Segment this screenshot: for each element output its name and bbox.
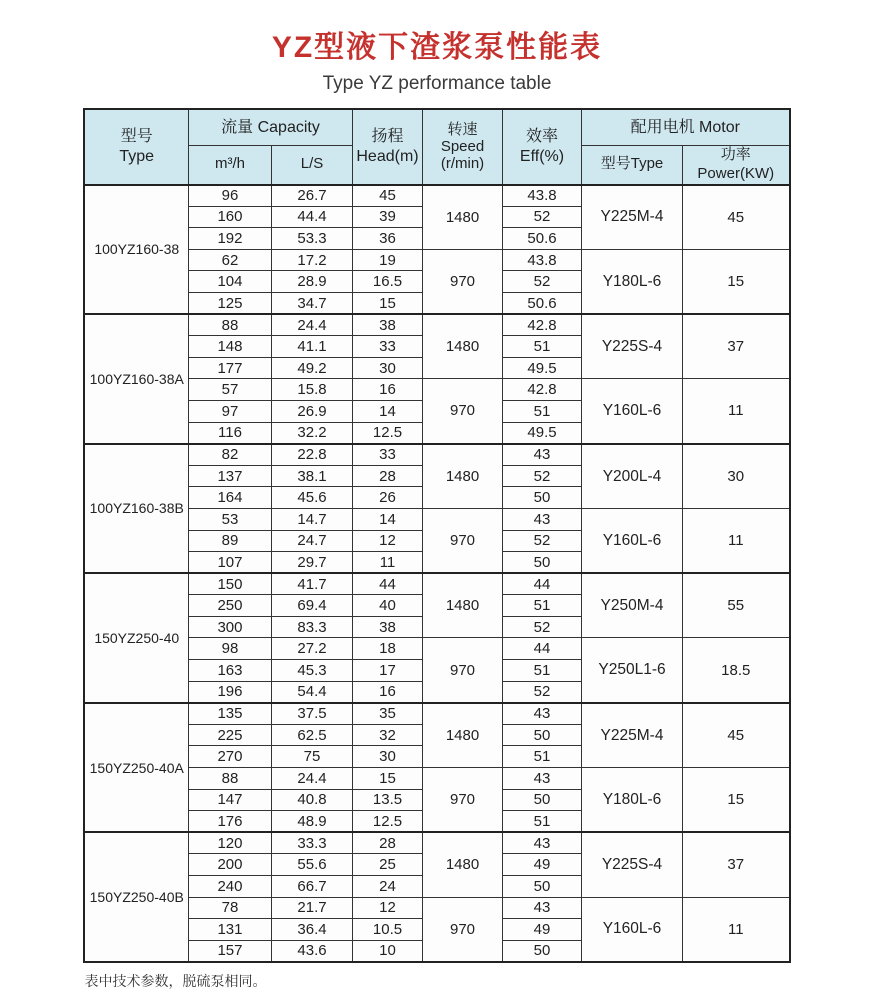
flow-ls-cell: 28.9 xyxy=(271,271,352,293)
flow-ls-cell: 53.3 xyxy=(271,228,352,250)
header-eff xyxy=(503,109,582,185)
motor-type-cell: Y200L-4 xyxy=(582,444,683,509)
motor-power-cell: 45 xyxy=(683,703,790,768)
table-row xyxy=(84,314,789,336)
speed-cell: 1480 xyxy=(423,832,503,897)
flow-m3h-cell: 98 xyxy=(188,638,271,660)
head-cell: 14 xyxy=(353,508,423,530)
header-capacity-m3h: m³/h xyxy=(188,146,271,185)
head-cell: 44 xyxy=(353,573,423,595)
motor-type-cell: Y180L-6 xyxy=(582,249,683,314)
flow-m3h-cell: 88 xyxy=(188,314,271,336)
flow-ls-cell: 45.6 xyxy=(271,487,352,509)
header-motor-type: 型号Type xyxy=(582,146,683,185)
eff-cell: 51 xyxy=(503,660,582,682)
speed-cell: 970 xyxy=(423,379,503,444)
flow-m3h-cell: 200 xyxy=(188,854,271,876)
head-cell: 36 xyxy=(353,228,423,250)
flow-ls-cell: 55.6 xyxy=(271,854,352,876)
speed-cell: 1480 xyxy=(423,185,503,250)
head-cell: 39 xyxy=(353,206,423,228)
table-row xyxy=(84,249,789,271)
table-row xyxy=(84,444,789,466)
head-cell: 16.5 xyxy=(353,271,423,293)
header-eff-cn: 效率 xyxy=(525,127,558,145)
model-cell: 100YZ160-38B xyxy=(84,444,188,574)
performance-table xyxy=(83,108,790,963)
head-cell: 12 xyxy=(353,897,423,919)
eff-cell: 43 xyxy=(503,508,582,530)
table-row xyxy=(84,768,789,790)
flow-ls-cell: 21.7 xyxy=(271,897,352,919)
head-cell: 28 xyxy=(353,832,423,854)
head-cell: 10 xyxy=(353,940,423,962)
flow-m3h-cell: 177 xyxy=(188,357,271,379)
flow-m3h-cell: 116 xyxy=(188,422,271,444)
eff-cell: 49.5 xyxy=(503,422,582,444)
head-cell: 16 xyxy=(353,681,423,703)
head-cell: 35 xyxy=(353,703,423,725)
flow-m3h-cell: 62 xyxy=(188,249,271,271)
speed-cell: 1480 xyxy=(423,703,503,768)
flow-m3h-cell: 270 xyxy=(188,746,271,768)
eff-cell: 50 xyxy=(503,552,582,574)
flow-m3h-cell: 120 xyxy=(188,832,271,854)
flow-m3h-cell: 137 xyxy=(188,465,271,487)
flow-m3h-cell: 125 xyxy=(188,292,271,314)
flow-ls-cell: 15.8 xyxy=(271,379,352,401)
table-row xyxy=(84,638,789,660)
motor-power-cell: 15 xyxy=(683,249,790,314)
table-body xyxy=(84,185,789,962)
flow-m3h-cell: 107 xyxy=(188,552,271,574)
flow-ls-cell: 38.1 xyxy=(271,465,352,487)
head-cell: 14 xyxy=(353,400,423,422)
eff-cell: 49 xyxy=(503,919,582,941)
flow-m3h-cell: 150 xyxy=(188,573,271,595)
flow-m3h-cell: 82 xyxy=(188,444,271,466)
eff-cell: 43 xyxy=(503,444,582,466)
eff-cell: 50.6 xyxy=(503,292,582,314)
motor-type-cell: Y160L-6 xyxy=(582,379,683,444)
eff-cell: 51 xyxy=(503,746,582,768)
flow-ls-cell: 33.3 xyxy=(271,832,352,854)
header-head-en: Head(m) xyxy=(356,147,419,165)
motor-power-cell: 11 xyxy=(683,379,790,444)
flow-ls-cell: 40.8 xyxy=(271,789,352,811)
eff-cell: 50 xyxy=(503,940,582,962)
motor-power-cell: 15 xyxy=(683,768,790,833)
head-cell: 18 xyxy=(353,638,423,660)
header-head xyxy=(353,109,423,185)
head-cell: 32 xyxy=(353,724,423,746)
flow-ls-cell: 27.2 xyxy=(271,638,352,660)
flow-ls-cell: 62.5 xyxy=(271,724,352,746)
flow-ls-cell: 66.7 xyxy=(271,876,352,898)
head-cell: 24 xyxy=(353,876,423,898)
head-cell: 19 xyxy=(353,249,423,271)
flow-ls-cell: 37.5 xyxy=(271,703,352,725)
eff-cell: 43.8 xyxy=(503,185,582,207)
flow-m3h-cell: 135 xyxy=(188,703,271,725)
header-head-cn: 扬程 xyxy=(371,127,404,145)
flow-ls-cell: 43.6 xyxy=(271,940,352,962)
footnote: 表中技术参数，脱硫泵相同。 xyxy=(84,972,267,989)
flow-m3h-cell: 96 xyxy=(188,185,271,207)
head-cell: 15 xyxy=(353,768,423,790)
flow-ls-cell: 24.7 xyxy=(271,530,352,552)
eff-cell: 42.8 xyxy=(503,379,582,401)
head-cell: 17 xyxy=(353,660,423,682)
eff-cell: 52 xyxy=(503,206,582,228)
motor-power-cell: 37 xyxy=(683,832,790,897)
head-cell: 12 xyxy=(353,530,423,552)
flow-ls-cell: 17.2 xyxy=(271,249,352,271)
head-cell: 10.5 xyxy=(353,919,423,941)
eff-cell: 52 xyxy=(503,465,582,487)
head-cell: 33 xyxy=(353,336,423,358)
flow-m3h-cell: 147 xyxy=(188,789,271,811)
flow-ls-cell: 41.1 xyxy=(271,336,352,358)
table-row xyxy=(84,897,789,919)
eff-cell: 43 xyxy=(503,703,582,725)
motor-power-cell: 18.5 xyxy=(683,638,790,703)
flow-m3h-cell: 53 xyxy=(188,508,271,530)
header-model-type xyxy=(84,109,188,185)
header-speed-cn: 转速 xyxy=(447,120,478,138)
table-row xyxy=(84,185,789,207)
eff-cell: 43 xyxy=(503,897,582,919)
head-cell: 26 xyxy=(353,487,423,509)
eff-cell: 51 xyxy=(503,400,582,422)
model-cell: 150YZ250-40A xyxy=(84,703,188,833)
speed-cell: 1480 xyxy=(423,444,503,509)
motor-type-cell: Y250M-4 xyxy=(582,573,683,638)
flow-m3h-cell: 148 xyxy=(188,336,271,358)
eff-cell: 49.5 xyxy=(503,357,582,379)
model-cell: 100YZ160-38A xyxy=(84,314,188,444)
speed-cell: 970 xyxy=(423,249,503,314)
flow-ls-cell: 49.2 xyxy=(271,357,352,379)
flow-m3h-cell: 250 xyxy=(188,595,271,617)
motor-type-cell: Y225M-4 xyxy=(582,703,683,768)
table-row xyxy=(84,573,789,595)
flow-ls-cell: 24.4 xyxy=(271,768,352,790)
flow-ls-cell: 44.4 xyxy=(271,206,352,228)
table-row xyxy=(84,379,789,401)
flow-m3h-cell: 88 xyxy=(188,768,271,790)
flow-ls-cell: 26.9 xyxy=(271,400,352,422)
eff-cell: 44 xyxy=(503,573,582,595)
flow-ls-cell: 41.7 xyxy=(271,573,352,595)
eff-cell: 52 xyxy=(503,271,582,293)
eff-cell: 50 xyxy=(503,724,582,746)
header-eff-en: Eff(%) xyxy=(519,147,565,165)
flow-ls-cell: 83.3 xyxy=(271,616,352,638)
flow-m3h-cell: 89 xyxy=(188,530,271,552)
eff-cell: 43.8 xyxy=(503,249,582,271)
speed-cell: 970 xyxy=(423,897,503,962)
motor-type-cell: Y160L-6 xyxy=(582,897,683,962)
motor-type-cell: Y160L-6 xyxy=(582,508,683,573)
page-subtitle: Type YZ performance table xyxy=(322,73,552,94)
head-cell: 13.5 xyxy=(353,789,423,811)
flow-ls-cell: 34.7 xyxy=(271,292,352,314)
flow-m3h-cell: 163 xyxy=(188,660,271,682)
flow-m3h-cell: 164 xyxy=(188,487,271,509)
flow-ls-cell: 14.7 xyxy=(271,508,352,530)
flow-ls-cell: 32.2 xyxy=(271,422,352,444)
head-cell: 28 xyxy=(353,465,423,487)
motor-power-cell: 11 xyxy=(683,897,790,962)
flow-m3h-cell: 225 xyxy=(188,724,271,746)
head-cell: 15 xyxy=(353,292,423,314)
model-cell: 100YZ160-38 xyxy=(84,185,188,315)
flow-m3h-cell: 300 xyxy=(188,616,271,638)
eff-cell: 43 xyxy=(503,832,582,854)
flow-m3h-cell: 157 xyxy=(188,940,271,962)
eff-cell: 51 xyxy=(503,336,582,358)
flow-m3h-cell: 192 xyxy=(188,228,271,250)
header-speed xyxy=(423,109,503,185)
flow-m3h-cell: 57 xyxy=(188,379,271,401)
flow-ls-cell: 22.8 xyxy=(271,444,352,466)
flow-m3h-cell: 104 xyxy=(188,271,271,293)
flow-m3h-cell: 196 xyxy=(188,681,271,703)
speed-cell: 1480 xyxy=(423,314,503,379)
head-cell: 38 xyxy=(353,616,423,638)
flow-ls-cell: 24.4 xyxy=(271,314,352,336)
flow-ls-cell: 48.9 xyxy=(271,811,352,833)
flow-m3h-cell: 78 xyxy=(188,897,271,919)
flow-ls-cell: 29.7 xyxy=(271,552,352,574)
page-title: YZ型液下渣浆泵性能表 xyxy=(271,31,603,64)
flow-ls-cell: 54.4 xyxy=(271,681,352,703)
motor-type-cell: Y225S-4 xyxy=(582,314,683,379)
speed-cell: 1480 xyxy=(423,573,503,638)
flow-m3h-cell: 176 xyxy=(188,811,271,833)
head-cell: 12.5 xyxy=(353,422,423,444)
eff-cell: 49 xyxy=(503,854,582,876)
flow-m3h-cell: 131 xyxy=(188,919,271,941)
speed-cell: 970 xyxy=(423,638,503,703)
table-row xyxy=(84,832,789,854)
flow-m3h-cell: 240 xyxy=(188,876,271,898)
head-cell: 45 xyxy=(353,185,423,207)
header-capacity: 流量 Capacity xyxy=(188,109,352,146)
head-cell: 40 xyxy=(353,595,423,617)
head-cell: 33 xyxy=(353,444,423,466)
header-motor: 配用电机 Motor xyxy=(582,109,790,146)
eff-cell: 50 xyxy=(503,876,582,898)
eff-cell: 43 xyxy=(503,768,582,790)
header-model-type-cn: 型号 xyxy=(120,127,153,145)
flow-ls-cell: 75 xyxy=(271,746,352,768)
flow-ls-cell: 45.3 xyxy=(271,660,352,682)
eff-cell: 52 xyxy=(503,616,582,638)
eff-cell: 50.6 xyxy=(503,228,582,250)
header-model-type-en: Type xyxy=(119,147,155,165)
eff-cell: 51 xyxy=(503,811,582,833)
eff-cell: 51 xyxy=(503,595,582,617)
motor-power-cell: 37 xyxy=(683,314,790,379)
motor-type-cell: Y250L1-6 xyxy=(582,638,683,703)
head-cell: 16 xyxy=(353,379,423,401)
header-capacity-ls: L/S xyxy=(271,146,352,185)
eff-cell: 42.8 xyxy=(503,314,582,336)
motor-power-cell: 55 xyxy=(683,573,790,638)
flow-ls-cell: 69.4 xyxy=(271,595,352,617)
table-row xyxy=(84,508,789,530)
eff-cell: 44 xyxy=(503,638,582,660)
flow-ls-cell: 26.7 xyxy=(271,185,352,207)
motor-type-cell: Y225M-4 xyxy=(582,185,683,250)
motor-type-cell: Y180L-6 xyxy=(582,768,683,833)
header-speed-en: Speed xyxy=(440,138,485,156)
speed-cell: 970 xyxy=(423,768,503,833)
motor-power-cell: 45 xyxy=(683,185,790,250)
motor-type-cell: Y225S-4 xyxy=(582,832,683,897)
model-cell: 150YZ250-40B xyxy=(84,832,188,962)
motor-power-cell: 11 xyxy=(683,508,790,573)
head-cell: 30 xyxy=(353,746,423,768)
head-cell: 12.5 xyxy=(353,811,423,833)
flow-ls-cell: 36.4 xyxy=(271,919,352,941)
head-cell: 38 xyxy=(353,314,423,336)
head-cell: 25 xyxy=(353,854,423,876)
table-header xyxy=(84,109,789,185)
head-cell: 11 xyxy=(353,552,423,574)
model-cell: 150YZ250-40 xyxy=(84,573,188,703)
flow-m3h-cell: 160 xyxy=(188,206,271,228)
head-cell: 30 xyxy=(353,357,423,379)
header-speed-unit: (r/min) xyxy=(440,155,485,173)
eff-cell: 52 xyxy=(503,681,582,703)
flow-m3h-cell: 97 xyxy=(188,400,271,422)
eff-cell: 50 xyxy=(503,789,582,811)
table-row xyxy=(84,703,789,725)
speed-cell: 970 xyxy=(423,508,503,573)
eff-cell: 50 xyxy=(503,487,582,509)
eff-cell: 52 xyxy=(503,530,582,552)
motor-power-cell: 30 xyxy=(683,444,790,509)
header-motor-power: 功率Power(KW) xyxy=(683,146,790,185)
